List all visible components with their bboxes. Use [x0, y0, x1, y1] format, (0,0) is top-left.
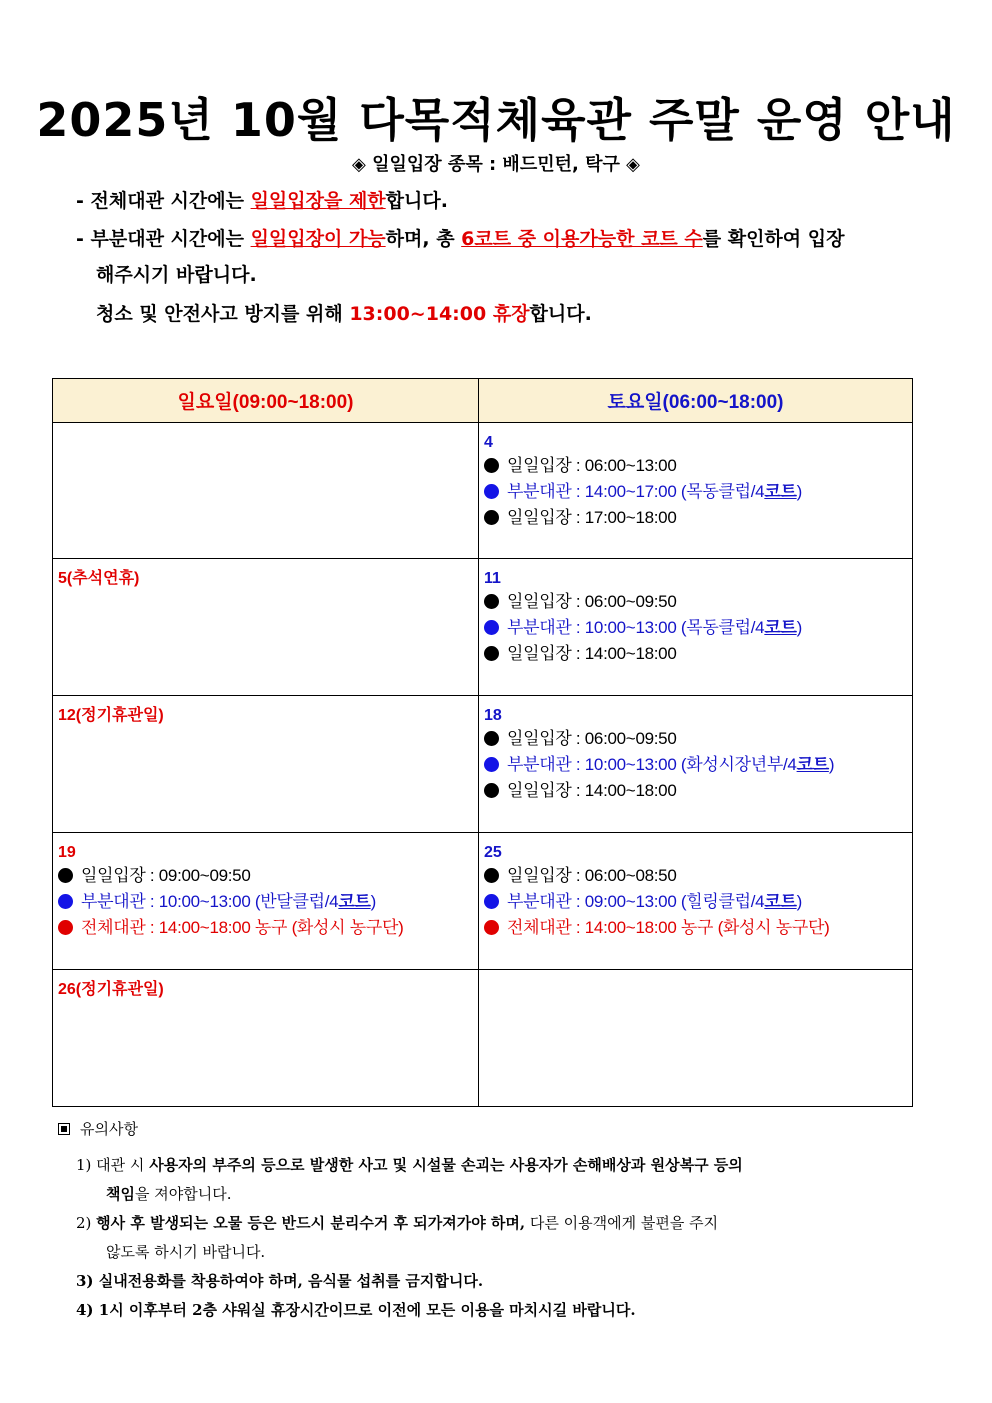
note-bold-text: 책임	[106, 1185, 135, 1203]
sunday-cell	[53, 970, 479, 1107]
entry-label: 일일입장	[507, 781, 572, 800]
schedule-entry	[484, 641, 908, 667]
entry-detail: (반달클럽/4	[250, 892, 339, 911]
notes-section	[58, 1118, 958, 1325]
note-number: 4)	[76, 1301, 99, 1319]
day-label: 26(정기휴관일)	[58, 981, 164, 998]
notice-text: 하며, 총	[385, 228, 462, 250]
entry-time: : 14:00~18:00	[145, 918, 251, 937]
entry-label: 일일입장	[507, 866, 572, 885]
note-item	[58, 1151, 958, 1209]
table-row	[53, 423, 913, 559]
notice-text: - 부분대관 시간에는	[76, 228, 251, 250]
entry-detail: (목동클럽/4	[676, 482, 765, 501]
bullet-dot-icon	[58, 894, 73, 909]
schedule-entry	[484, 863, 908, 889]
day-label: 11	[484, 570, 501, 587]
entry-court: 코트	[764, 618, 797, 637]
bullet-dot-icon	[484, 510, 499, 525]
bullet-dot-icon	[58, 868, 73, 883]
entry-detail: (화성시장년부/4	[676, 755, 797, 774]
note-number: 3)	[76, 1272, 99, 1290]
schedule-entry	[484, 726, 908, 752]
schedule-entry	[484, 889, 908, 915]
entry-close: )	[796, 892, 802, 911]
bullet-dot-icon	[484, 458, 499, 473]
sunday-cell	[53, 423, 479, 559]
entry-label: 부분대관	[507, 482, 572, 501]
entry-detail: 농구 (화성시 농구단)	[676, 918, 830, 937]
entry-close: )	[828, 755, 835, 774]
schedule-entry	[484, 778, 908, 804]
bullet-dot-icon	[484, 894, 499, 909]
entry-time: : 14:00~18:00	[571, 918, 677, 937]
notice-highlight: 일일입장을 제한	[250, 190, 386, 212]
note-number: 2)	[76, 1214, 97, 1232]
bullet-dot-icon	[484, 594, 499, 609]
bullet-dot-icon	[484, 920, 499, 935]
notice-highlight: 일일입장이 가능	[250, 228, 386, 250]
bullet-dot-icon	[484, 731, 499, 746]
schedule-body	[53, 423, 913, 1107]
notice-text: 합니다.	[385, 190, 448, 212]
entry-time: : 06:00~13:00	[571, 456, 677, 475]
day-label: 12(정기휴관일)	[58, 707, 164, 724]
schedule-entry	[484, 505, 908, 531]
entry-label: 부분대관	[507, 892, 572, 911]
entry-close: )	[370, 892, 376, 911]
entry-time: : 14:00~18:00	[571, 781, 677, 800]
day-label: 18	[484, 707, 502, 724]
saturday-cell	[479, 833, 913, 970]
saturday-cell	[479, 423, 913, 559]
table-header-row	[53, 379, 913, 423]
entry-label: 일일입장	[81, 866, 146, 885]
entry-court: 코트	[338, 892, 371, 911]
notice-text: 청소 및 안전사고 방지를 위해	[96, 303, 350, 325]
table-row	[53, 833, 913, 970]
entry-time: : 10:00~13:00	[571, 755, 677, 774]
notice-text: 를 확인하여 입장	[702, 228, 845, 250]
note-text: 다른 이용객에게 불편을 주지	[525, 1214, 719, 1232]
bullet-dot-icon	[484, 868, 499, 883]
notice-line-1	[76, 186, 448, 213]
notice-text: - 전체대관 시간에는	[76, 190, 251, 212]
notice-text: 합니다.	[529, 303, 592, 325]
note-text: 을 져야합니다.	[134, 1185, 232, 1203]
entry-court: 코트	[764, 482, 797, 501]
note-bold-text: 실내전용화를 착용하여야 하며, 음식물 섭취를 금지합니다.	[98, 1272, 484, 1290]
notice-line-4	[96, 299, 592, 326]
entry-detail: (목동클럽/4	[676, 618, 765, 637]
note-text: 않도록 하시기 바랍니다.	[106, 1243, 266, 1261]
day-label: 19	[58, 844, 76, 861]
entry-label: 전체대관	[507, 918, 572, 937]
table-row	[53, 696, 913, 833]
schedule-entry	[58, 863, 474, 889]
schedule-entry	[484, 615, 908, 641]
bullet-dot-icon	[484, 783, 499, 798]
entry-label: 일일입장	[507, 508, 572, 527]
schedule-entry	[484, 915, 908, 941]
entry-label: 일일입장	[507, 592, 572, 611]
saturday-cell	[479, 970, 913, 1107]
saturday-header: 토요일(06:00~18:00)	[479, 379, 913, 423]
note-bold-text: 행사 후 발생되는 오물 등은 반드시 분리수거 후 되가져가야 하며,	[96, 1214, 526, 1232]
page-title: 2025년 10월 다목적체육관 주말 운영 안내	[36, 93, 956, 147]
day-label: 4	[484, 434, 493, 451]
entry-detail: (힐링클럽/4	[676, 892, 765, 911]
entry-label: 부분대관	[507, 618, 572, 637]
note-bold-text: 1시 이후부터 2층 샤워실 휴장시간이므로 이전에 모든 이용을 마치시길 바랍니다.	[98, 1301, 636, 1319]
entry-time: : 06:00~08:50	[571, 866, 677, 885]
entry-label: 일일입장	[507, 644, 572, 663]
entry-time: : 06:00~09:50	[571, 729, 677, 748]
table-row	[53, 559, 913, 696]
sunday-cell	[53, 559, 479, 696]
schedule-entry	[484, 752, 908, 778]
day-label: 25	[484, 844, 502, 861]
entry-label: 부분대관	[507, 755, 572, 774]
sunday-header: 일요일(09:00~18:00)	[53, 379, 479, 423]
bullet-dot-icon	[58, 920, 73, 935]
bullet-dot-icon	[484, 484, 499, 499]
entry-time: : 09:00~13:00	[571, 892, 677, 911]
note-text: 대관 시	[96, 1156, 150, 1174]
entry-time: : 10:00~13:00	[571, 618, 677, 637]
schedule-entry	[484, 453, 908, 479]
saturday-cell	[479, 696, 913, 833]
notice-line-2	[76, 224, 844, 251]
schedule-entry	[58, 889, 474, 915]
entry-detail: 농구 (화성시 농구단)	[250, 918, 404, 937]
schedule-entry	[58, 915, 474, 941]
entry-court: 코트	[764, 892, 797, 911]
day-label: 5(추석연휴)	[58, 570, 140, 587]
entry-time: : 09:00~09:50	[145, 866, 251, 885]
note-item	[58, 1209, 958, 1267]
bullet-dot-icon	[484, 646, 499, 661]
entry-label: 일일입장	[507, 456, 572, 475]
schedule-entry	[484, 589, 908, 615]
notice-highlight: 6코트 중 이용가능한 코트 수	[461, 228, 703, 250]
entry-label: 전체대관	[81, 918, 146, 937]
entry-label: 일일입장	[507, 729, 572, 748]
note-number: 1)	[76, 1156, 97, 1174]
sunday-cell	[53, 696, 479, 833]
table-row	[53, 970, 913, 1107]
entry-close: )	[796, 482, 802, 501]
notice-highlight: 13:00~14:00 휴장	[349, 303, 530, 325]
notes-heading	[58, 1118, 958, 1139]
notes-heading-label: 유의사항	[80, 1120, 138, 1138]
note-item	[58, 1267, 958, 1296]
notice-line-3: 해주시기 바랍니다.	[96, 264, 257, 286]
schedule-table	[52, 378, 913, 1107]
entry-time: : 06:00~09:50	[571, 592, 677, 611]
entry-court: 코트	[796, 755, 829, 774]
entry-time: : 17:00~18:00	[571, 508, 677, 527]
schedule-entry	[484, 479, 908, 505]
square-bullet-icon	[58, 1123, 70, 1135]
subtitle: ◈ 일일입장 종목 : 배드민턴, 탁구 ◈	[352, 154, 640, 175]
entry-time: : 14:00~17:00	[571, 482, 677, 501]
sunday-cell	[53, 833, 479, 970]
bullet-dot-icon	[484, 620, 499, 635]
note-item	[58, 1296, 958, 1325]
entry-label: 부분대관	[81, 892, 146, 911]
entry-time: : 10:00~13:00	[145, 892, 251, 911]
entry-time: : 14:00~18:00	[571, 644, 677, 663]
entry-close: )	[796, 618, 802, 637]
bullet-dot-icon	[484, 757, 499, 772]
saturday-cell	[479, 559, 913, 696]
note-bold-text: 사용자의 부주의 등으로 발생한 사고 및 시설물 손괴는 사용자가 손해배상과 원상복구 등의	[149, 1156, 743, 1174]
